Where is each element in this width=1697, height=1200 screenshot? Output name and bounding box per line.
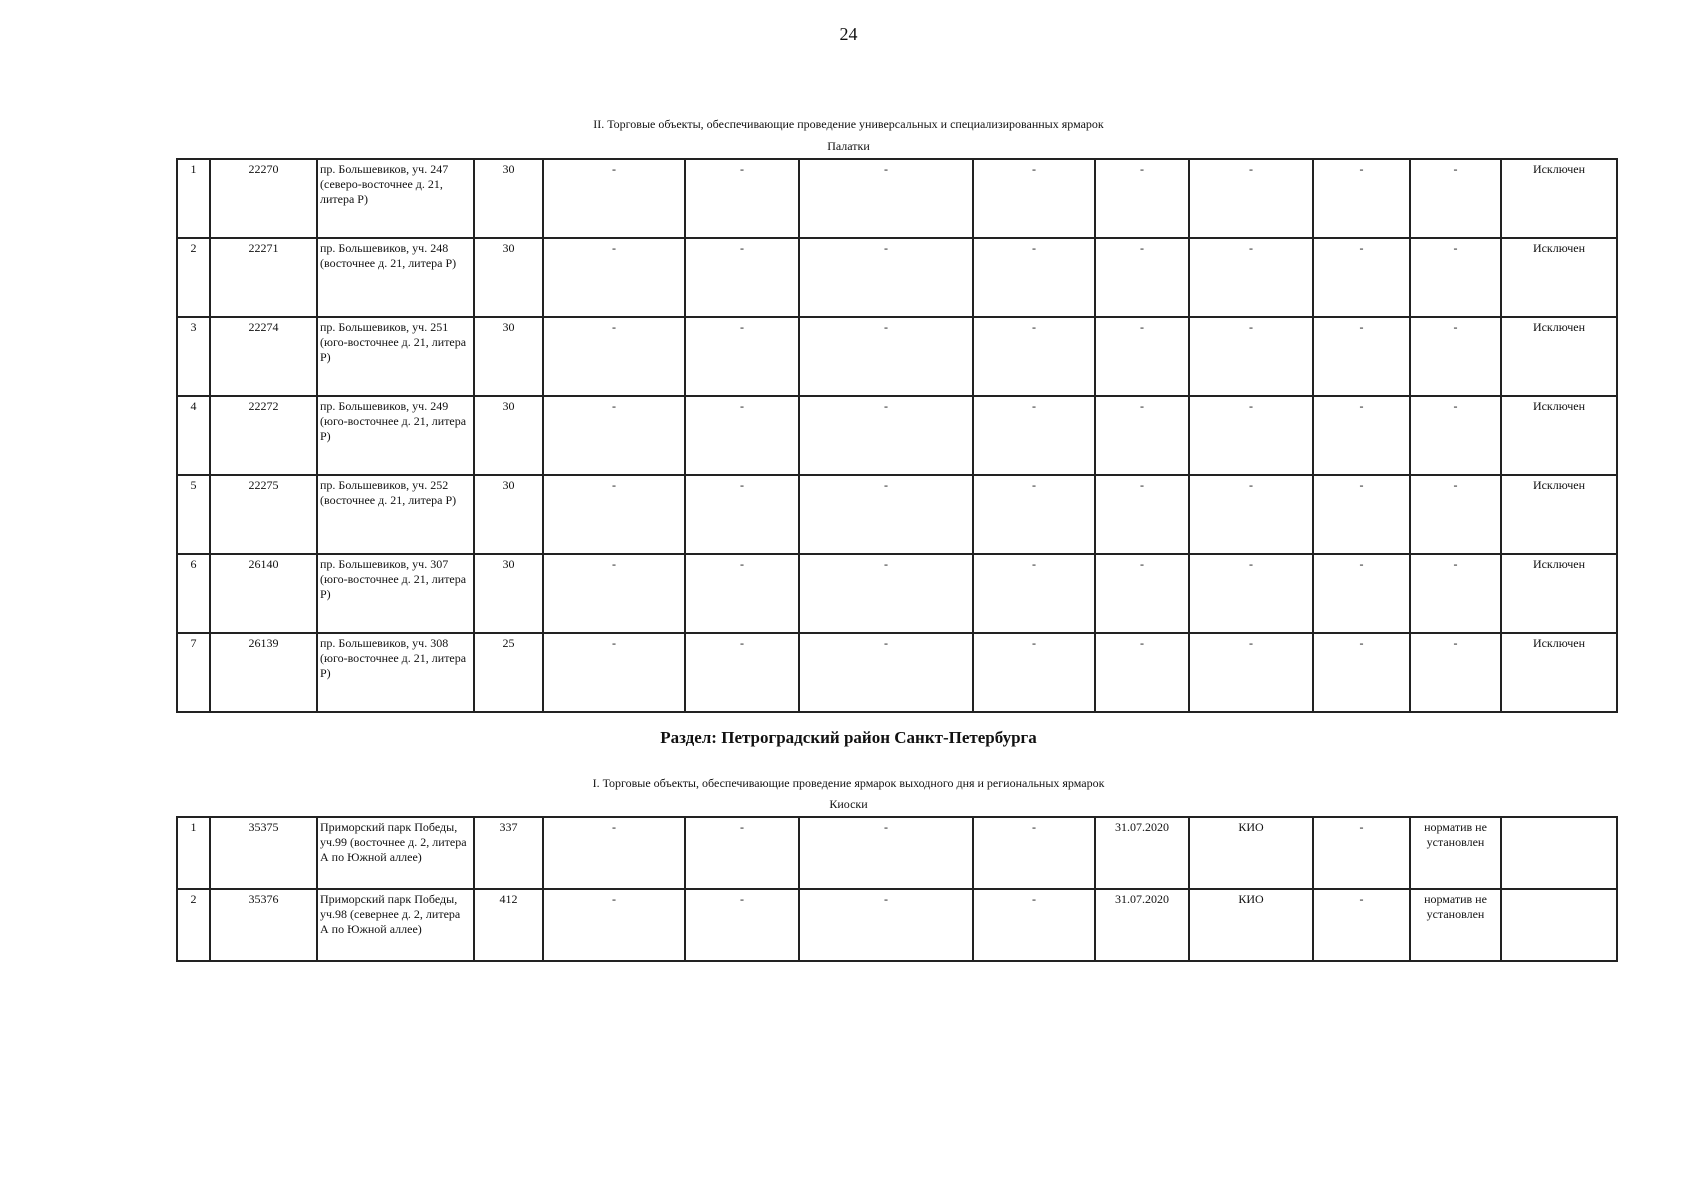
cell-col10: - xyxy=(1189,159,1313,238)
cell-col6: - xyxy=(685,889,799,961)
cell-col8: - xyxy=(973,817,1095,889)
contract-date: 31.07.2020 xyxy=(1095,889,1189,961)
row-number: 2 xyxy=(177,889,210,961)
authority: КИО xyxy=(1189,889,1313,961)
object-area: 30 xyxy=(474,238,543,317)
cell-col8: - xyxy=(973,238,1095,317)
object-id: 22274 xyxy=(210,317,317,396)
object-id: 35376 xyxy=(210,889,317,961)
object-area: 337 xyxy=(474,817,543,889)
table-row xyxy=(177,475,1617,554)
cell-col9: - xyxy=(1095,317,1189,396)
cell-col10: - xyxy=(1189,554,1313,633)
cell-col12: - xyxy=(1410,554,1501,633)
row-number: 7 xyxy=(177,633,210,712)
cell-col8: - xyxy=(973,889,1095,961)
cell-col5: - xyxy=(543,159,685,238)
cell-col10: - xyxy=(1189,475,1313,554)
cell-col10: - xyxy=(1189,396,1313,475)
table-row xyxy=(177,817,1617,889)
cell-col7: - xyxy=(799,554,973,633)
object-area: 30 xyxy=(474,317,543,396)
cell-col11: - xyxy=(1313,889,1410,961)
authority: КИО xyxy=(1189,817,1313,889)
table-row xyxy=(177,554,1617,633)
object-id: 22275 xyxy=(210,475,317,554)
object-area: 25 xyxy=(474,633,543,712)
table-row xyxy=(177,889,1617,961)
object-status: Исключен xyxy=(1501,159,1617,238)
cell-col12: - xyxy=(1410,238,1501,317)
page-number: 24 xyxy=(839,24,858,44)
row-number: 3 xyxy=(177,317,210,396)
row-number: 1 xyxy=(177,817,210,889)
cell-col12: - xyxy=(1410,475,1501,554)
object-id: 26139 xyxy=(210,633,317,712)
cell-col10: - xyxy=(1189,238,1313,317)
cell-col11: - xyxy=(1313,554,1410,633)
cell-col9: - xyxy=(1095,554,1189,633)
object-status: Исключен xyxy=(1501,238,1617,317)
object-status: Исключен xyxy=(1501,317,1617,396)
cell-col6: - xyxy=(685,633,799,712)
cell-col5: - xyxy=(543,396,685,475)
cell-col6: - xyxy=(685,817,799,889)
cell-col9: - xyxy=(1095,633,1189,712)
object-address: пр. Большевиков, уч. 247 (северо-восточнее д. 21, литера Р) xyxy=(317,159,474,238)
weekend-section-subcaption: Киоски xyxy=(829,797,868,811)
cell-col10: - xyxy=(1189,317,1313,396)
cell-col6: - xyxy=(685,396,799,475)
cell-col7: - xyxy=(799,633,973,712)
table-row xyxy=(177,317,1617,396)
cell-col12: - xyxy=(1410,159,1501,238)
table-row xyxy=(177,396,1617,475)
cell-col7: - xyxy=(799,396,973,475)
table-row xyxy=(177,238,1617,317)
cell-col6: - xyxy=(685,238,799,317)
cell-col5: - xyxy=(543,633,685,712)
cell-col7: - xyxy=(799,475,973,554)
object-status: Исключен xyxy=(1501,475,1617,554)
row-number: 6 xyxy=(177,554,210,633)
object-area: 30 xyxy=(474,159,543,238)
cell-col8: - xyxy=(973,396,1095,475)
object-area: 30 xyxy=(474,475,543,554)
object-status xyxy=(1501,817,1617,889)
table-row xyxy=(177,159,1617,238)
cell-col6: - xyxy=(685,554,799,633)
cell-col7: - xyxy=(799,317,973,396)
object-address: пр. Большевиков, уч. 249 (юго-восточнее д. 21, литера Р) xyxy=(317,396,474,475)
fairs-section-subcaption: Палатки xyxy=(827,139,870,153)
cell-col12: - xyxy=(1410,396,1501,475)
object-address: пр. Большевиков, уч. 252 (восточнее д. 21, литера Р) xyxy=(317,475,474,554)
cell-col12: - xyxy=(1410,317,1501,396)
cell-col7: - xyxy=(799,817,973,889)
cell-col7: - xyxy=(799,159,973,238)
row-number: 5 xyxy=(177,475,210,554)
cell-col12: - xyxy=(1410,633,1501,712)
row-number: 2 xyxy=(177,238,210,317)
object-area: 30 xyxy=(474,554,543,633)
cell-col8: - xyxy=(973,159,1095,238)
cell-col11: - xyxy=(1313,633,1410,712)
cell-col5: - xyxy=(543,317,685,396)
cell-col11: - xyxy=(1313,475,1410,554)
object-address: пр. Большевиков, уч. 308 (юго-восточнее д. 21, литера Р) xyxy=(317,633,474,712)
cell-col9: - xyxy=(1095,159,1189,238)
cell-col11: - xyxy=(1313,159,1410,238)
cell-col5: - xyxy=(543,238,685,317)
cell-col8: - xyxy=(973,475,1095,554)
cell-col7: - xyxy=(799,238,973,317)
cell-col7: - xyxy=(799,889,973,961)
cell-col8: - xyxy=(973,317,1095,396)
weekend-section-caption: I. Торговые объекты, обеспечивающие проведение ярмарок выходного дня и региональных ярмарок xyxy=(592,776,1105,790)
cell-col11: - xyxy=(1313,238,1410,317)
cell-col5: - xyxy=(543,817,685,889)
cell-col9: - xyxy=(1095,238,1189,317)
object-status: Исключен xyxy=(1501,554,1617,633)
table-row xyxy=(177,633,1617,712)
object-status: Исключен xyxy=(1501,633,1617,712)
row-number: 1 xyxy=(177,159,210,238)
object-id: 35375 xyxy=(210,817,317,889)
norm-cell: норматив не установлен xyxy=(1410,889,1501,961)
object-id: 22272 xyxy=(210,396,317,475)
cell-col6: - xyxy=(685,317,799,396)
weekend-fairs-table xyxy=(176,816,1618,962)
district-heading: Раздел: Петроградский район Санкт-Петербурга xyxy=(660,728,1037,747)
object-id: 22271 xyxy=(210,238,317,317)
object-id: 26140 xyxy=(210,554,317,633)
contract-date: 31.07.2020 xyxy=(1095,817,1189,889)
cell-col11: - xyxy=(1313,817,1410,889)
cell-col9: - xyxy=(1095,475,1189,554)
cell-col5: - xyxy=(543,554,685,633)
object-status: Исключен xyxy=(1501,396,1617,475)
object-status xyxy=(1501,889,1617,961)
object-area: 412 xyxy=(474,889,543,961)
cell-col11: - xyxy=(1313,396,1410,475)
cell-col11: - xyxy=(1313,317,1410,396)
fairs-section-caption: II. Торговые объекты, обеспечивающие проведение универсальных и специализированных ярмарок xyxy=(593,117,1104,131)
row-number: 4 xyxy=(177,396,210,475)
object-id: 22270 xyxy=(210,159,317,238)
object-area: 30 xyxy=(474,396,543,475)
cell-col5: - xyxy=(543,889,685,961)
fairs-table xyxy=(176,158,1618,713)
cell-col8: - xyxy=(973,554,1095,633)
cell-col10: - xyxy=(1189,633,1313,712)
cell-col5: - xyxy=(543,475,685,554)
object-address: пр. Большевиков, уч. 251 (юго-восточнее д. 21, литера Р) xyxy=(317,317,474,396)
object-address: пр. Большевиков, уч. 248 (восточнее д. 21, литера Р) xyxy=(317,238,474,317)
object-address: Приморский парк Победы, уч.98 (севернее д. 2, литера А по Южной аллее) xyxy=(317,889,474,961)
cell-col8: - xyxy=(973,633,1095,712)
cell-col6: - xyxy=(685,475,799,554)
norm-cell: норматив не установлен xyxy=(1410,817,1501,889)
cell-col6: - xyxy=(685,159,799,238)
cell-col9: - xyxy=(1095,396,1189,475)
object-address: пр. Большевиков, уч. 307 (юго-восточнее д. 21, литера Р) xyxy=(317,554,474,633)
object-address: Приморский парк Победы, уч.99 (восточнее д. 2, литера А по Южной аллее) xyxy=(317,817,474,889)
